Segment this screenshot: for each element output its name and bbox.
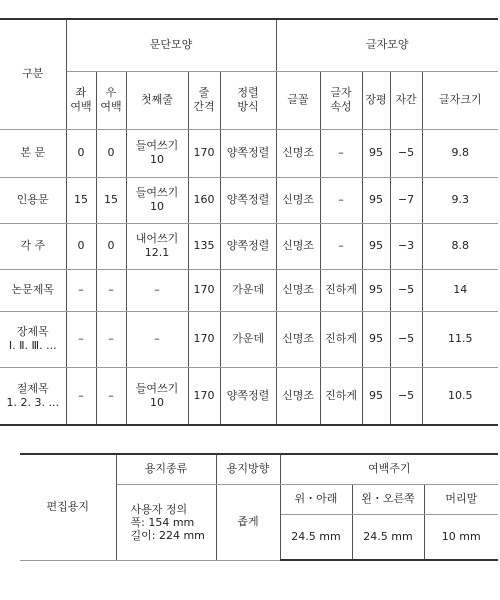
cell-font: 신명조 xyxy=(276,177,320,223)
margin-value-header: 10 mm xyxy=(424,514,498,560)
cell-left-margin: 0 xyxy=(66,129,96,177)
cell-font-size: 14 xyxy=(422,269,498,311)
header-category: 구분 xyxy=(0,19,66,129)
table-row xyxy=(0,177,498,223)
cell-row-name: 장제목 Ⅰ. Ⅱ. Ⅲ. ... xyxy=(0,311,66,367)
table-row xyxy=(0,367,498,425)
cell-first-line: – xyxy=(126,269,188,311)
col-alignment: 정렬 방식 xyxy=(220,71,276,129)
cell-char-attr: – xyxy=(320,129,362,177)
cell-width-ratio: 95 xyxy=(362,177,390,223)
table-row xyxy=(0,269,498,311)
cell-spacing: −5 xyxy=(390,311,422,367)
cell-line-spacing: 160 xyxy=(188,177,220,223)
header-paragraph: 문단모양 xyxy=(66,19,276,71)
header-character: 글자모양 xyxy=(276,19,498,71)
cell-width-ratio: 95 xyxy=(362,269,390,311)
cell-char-attr: 진하게 xyxy=(320,311,362,367)
cell-font: 신명조 xyxy=(276,367,320,425)
cell-left-margin: 0 xyxy=(66,223,96,269)
cell-char-attr: – xyxy=(320,223,362,269)
cell-first-line: 들여쓰기 10 xyxy=(126,367,188,425)
cell-font-size: 11.5 xyxy=(422,311,498,367)
cell-row-name: 본 문 xyxy=(0,129,66,177)
cell-first-line: 들여쓰기 10 xyxy=(126,177,188,223)
cell-row-name: 논문제목 xyxy=(0,269,66,311)
margin-header: 여백주기 xyxy=(280,454,498,484)
cell-alignment: 양쪽정렬 xyxy=(220,223,276,269)
cell-width-ratio: 95 xyxy=(362,311,390,367)
col-char-attr: 글자 속성 xyxy=(320,71,362,129)
cell-char-attr: 진하게 xyxy=(320,269,362,311)
cell-width-ratio: 95 xyxy=(362,367,390,425)
paper-direction-header: 용지방향 xyxy=(216,454,280,484)
cell-font: 신명조 xyxy=(276,129,320,177)
cell-first-line: 들여쓰기 10 xyxy=(126,129,188,177)
cell-right-margin: – xyxy=(96,367,126,425)
col-spacing: 자간 xyxy=(390,71,422,129)
cell-spacing: −5 xyxy=(390,269,422,311)
cell-line-spacing: 170 xyxy=(188,129,220,177)
col-left-margin: 좌 여백 xyxy=(66,71,96,129)
cell-first-line: 내어쓰기 12.1 xyxy=(126,223,188,269)
cell-font: 신명조 xyxy=(276,311,320,367)
cell-width-ratio: 95 xyxy=(362,223,390,269)
cell-spacing: −5 xyxy=(390,367,422,425)
style-spec-table xyxy=(0,18,498,426)
cell-row-name: 인용문 xyxy=(0,177,66,223)
col-line-spacing: 줄 간격 xyxy=(188,71,220,129)
cell-font-size: 8.8 xyxy=(422,223,498,269)
paper-spec-table xyxy=(20,453,498,561)
cell-font: 신명조 xyxy=(276,223,320,269)
cell-line-spacing: 170 xyxy=(188,311,220,367)
cell-right-margin: – xyxy=(96,269,126,311)
cell-spacing: −5 xyxy=(390,129,422,177)
cell-font: 신명조 xyxy=(276,269,320,311)
cell-line-spacing: 170 xyxy=(188,269,220,311)
cell-first-line: – xyxy=(126,311,188,367)
paper-direction-value: 좁게 xyxy=(216,484,280,560)
col-font-size: 글자크기 xyxy=(422,71,498,129)
cell-left-margin: 15 xyxy=(66,177,96,223)
margin-col-header: 머리말 xyxy=(424,484,498,514)
table-row xyxy=(0,223,498,269)
cell-font-size: 9.3 xyxy=(422,177,498,223)
paper-row-label: 편집용지 xyxy=(20,454,116,560)
col-font: 글꼴 xyxy=(276,71,320,129)
cell-row-name: 절제목 1. 2. 3. ... xyxy=(0,367,66,425)
cell-alignment: 가운데 xyxy=(220,269,276,311)
cell-char-attr: – xyxy=(320,177,362,223)
cell-row-name: 각 주 xyxy=(0,223,66,269)
cell-alignment: 양쪽정렬 xyxy=(220,177,276,223)
cell-alignment: 양쪽정렬 xyxy=(220,367,276,425)
table-row xyxy=(0,311,498,367)
paper-type-header: 용지종류 xyxy=(116,454,216,484)
paper-type-value: 사용자 정의 폭: 154 mm 길이: 224 mm xyxy=(116,484,216,560)
cell-alignment: 가운데 xyxy=(220,311,276,367)
margin-col-topbottom: 위・아래 xyxy=(280,484,352,514)
cell-font-size: 10.5 xyxy=(422,367,498,425)
cell-left-margin: – xyxy=(66,311,96,367)
cell-spacing: −7 xyxy=(390,177,422,223)
col-first-line: 첫째줄 xyxy=(126,71,188,129)
margin-value-topbottom: 24.5 mm xyxy=(280,514,352,560)
cell-alignment: 양쪽정렬 xyxy=(220,129,276,177)
cell-char-attr: 진하게 xyxy=(320,367,362,425)
margin-col-leftright: 왼・오른쪽 xyxy=(352,484,424,514)
col-right-margin: 우 여백 xyxy=(96,71,126,129)
table-row xyxy=(0,129,498,177)
cell-right-margin: – xyxy=(96,311,126,367)
margin-value-leftright: 24.5 mm xyxy=(352,514,424,560)
cell-left-margin: – xyxy=(66,367,96,425)
cell-width-ratio: 95 xyxy=(362,129,390,177)
cell-font-size: 9.8 xyxy=(422,129,498,177)
cell-right-margin: 0 xyxy=(96,223,126,269)
col-width-ratio: 장평 xyxy=(362,71,390,129)
cell-line-spacing: 135 xyxy=(188,223,220,269)
cell-right-margin: 0 xyxy=(96,129,126,177)
cell-line-spacing: 170 xyxy=(188,367,220,425)
cell-right-margin: 15 xyxy=(96,177,126,223)
cell-spacing: −3 xyxy=(390,223,422,269)
cell-left-margin: – xyxy=(66,269,96,311)
